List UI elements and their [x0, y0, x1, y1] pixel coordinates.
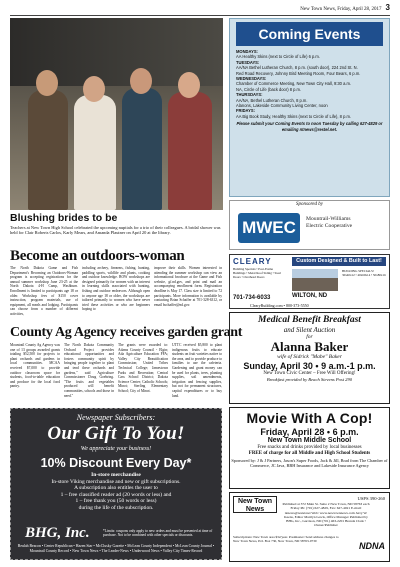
- photo-caption-body: Teachers at New Town High School celebrated the upcoming nuptials for a trio of their colleagues. A bridal shower was held for Clair Roberts Carlos, Karly Mears, and Amanda Plautner on April 20 at the library.: [10, 225, 221, 236]
- masthead-name: News: [245, 505, 265, 513]
- sponsor-label: Sponsored by: [296, 202, 323, 207]
- breakfast-subtitle: and Silent Auction: [283, 326, 336, 334]
- event-line: NA, Circle of Life (back door) 8 p.m.: [236, 86, 302, 92]
- breakfast-for: for: [306, 334, 313, 340]
- coupon-lines: [11, 472, 221, 512]
- masthead-name: New Town: [237, 498, 273, 505]
- movie-line: Free snacks and drinks provided by local businesses: [257, 445, 362, 450]
- person-figure: [168, 92, 212, 210]
- person-figure: [74, 95, 116, 210]
- movie-sponsors: Sponsored by: J & J Partners, Jason's Super Foods, Jack & Jill, Brad from The Chamber of Commerce, JC Java, BBH Insurance and Lakeside Insurance Agency: [231, 458, 388, 469]
- person-figure: [28, 90, 68, 210]
- movie-date: Friday, April 28 • 6 p.m.: [260, 427, 359, 437]
- coupon-subscribers: Newspaper Subscribers:: [76, 413, 156, 422]
- photo-caption-title: Blushing brides to be: [10, 212, 118, 224]
- person-head: [178, 72, 200, 98]
- cleary-specs: Building Specials • Post-Frame Buildings • Metal Roof Siding • Steel Doors • Overhead Doors: [233, 267, 281, 279]
- breakfast-place: New Town Civic Center – Free Will Offering!: [263, 371, 356, 376]
- story-headline: County Ag Agency receives garden grant: [10, 325, 243, 340]
- building-image: [292, 269, 338, 291]
- coupon-line: 1 – free thank you (50 words or less): [75, 498, 157, 505]
- sponsor-name: [306, 216, 352, 230]
- coming-events-title: Coming Events: [236, 22, 383, 46]
- coupon-fine-print: *Limits: coupons only apply to new orders and must be presented at time of purchase. Not to be combined with other specials or discounts.: [103, 529, 213, 538]
- coming-events-list: [230, 46, 389, 135]
- breakfast-ad: [229, 312, 390, 404]
- story-column: UTTC received $5,800 to plant indigenous fruits to educate students on fruit varieties native to the area, and to provide produce to families to use the cafeteria. Gardening and grant money can be used for plants, trees, planting supplies, soil amendments, irrigation and fencing supplies, but not for permanent structures, capital expenditures or to buy land.: [172, 343, 222, 398]
- mwec-logo: MWEC: [238, 213, 300, 243]
- cleary-phone: 701-734-6033: [233, 295, 271, 301]
- cleary-town: WILTON, ND: [292, 293, 328, 299]
- movie-line: FREE of charge for all Middle and High School Students: [248, 451, 371, 456]
- page-number: 3: [385, 3, 390, 12]
- story-body: [10, 343, 222, 406]
- brides-photo: [10, 18, 223, 210]
- event-line: AA Big Book Study, Healthy Skins (next to Circle of Life), 8 p.m.: [236, 113, 352, 119]
- cleary-ad: [229, 254, 390, 309]
- movie-ad: [229, 407, 390, 489]
- breakfast-date: Sunday, April 30 • 9 a.m.-1 p.m.: [243, 361, 376, 371]
- bhg-logo: BHG, Inc.: [25, 525, 90, 541]
- masthead-info: Published at 372 Main St. Suite 2 New Town, ND 58763 each Friday Ph: (701) 627-4829, Fax: 627-4021 E-mail: ntnews@restel.net Web: www.newtownnews.com Jerry W. Keens, Editor Marilyn Lewis, Office Manager Published by BHG, Inc., Garrison, ND (701) 463-2201 Brenda Clark • Owner/Publisher: [282, 502, 370, 528]
- event-day: WEDNESDAYS:: [236, 76, 267, 82]
- breakfast-wife: wife of Sidrick "Mabe" Baker: [277, 354, 342, 360]
- coupon-line: In-store Viking merchandise and new or gift subscriptions.: [51, 478, 181, 485]
- event-line: Chamber of Commerce Meeting, New Town City Hall, 9:30 a.m.: [236, 81, 352, 87]
- breakfast-title: Medical Benefit Breakfast: [258, 315, 361, 325]
- sponsor-name-line: Electric Cooperative: [306, 223, 353, 229]
- breakfast-provider: Breakfast provided by Beach Stevens Post 290: [266, 377, 353, 382]
- event-line: AA Healthy Skins (next to Circle of Life) 6 p.m.: [236, 54, 320, 60]
- coupon-line: In-store merchandise: [91, 472, 141, 478]
- running-header: New Town News, Friday, April 28, 2017: [300, 7, 382, 12]
- coupon-appreciate: We appreciate your business!: [80, 446, 152, 452]
- usps-number: USPS 390-260: [357, 496, 385, 501]
- person-head: [83, 76, 105, 102]
- person-head: [36, 70, 58, 96]
- coupon-publications: Beulah Beacon • Center Republican • Hazen Star • McClusky Gazette • McLean County Independent • McLean County Journal • Mountrail County Record • New Town News • The Leader-News • Underwood News • Valley City Times-Record: [17, 544, 215, 553]
- cleary-logo: CLEARY: [233, 257, 272, 266]
- event-day: FRIDAYS:: [236, 108, 255, 114]
- sponsor-name-line: Mountrail-Williams: [306, 216, 351, 222]
- story-column: The grants were awarded to: Adams County Council - Elgin; Ada Agriculture Education FFA; Valley City Beautification Commission; United Tribes Technical College; Jamestown Parks and Recreation; Central Cass School District; Dakota Science Center; Catholic Schools; Minot; Sterling Elementary School; City of Minot.: [118, 343, 168, 393]
- story-headline: Become an outdoors-woman: [10, 248, 185, 264]
- masthead-logo: [233, 496, 277, 513]
- story-column: Mountrail County Ag Agency was one of 13 groups awarded grants totaling $52,500 for projects to plant orchards and gardens in local communities. MCAA received $7,000 to provide outdoor classroom space for students, food-to-table education and produce for the local food pantry.: [10, 343, 60, 389]
- event-line: AA/NA Bethel Lutheran Church, 8 p.m. (south door), 224 2nd St. N.: [236, 65, 358, 71]
- subscriber-coupon: [10, 408, 222, 560]
- coupon-line: A subscription also entitles the user to: [74, 485, 158, 492]
- event-line: Alanons, Lakeside Community Living Center, noon: [236, 103, 328, 109]
- story-column: The North Dakota Game and Fish Department's Becoming an Outdoors-Woman program is accepting registrations for the annual summer workshop June 23-25 at the North Dakota 4-H Camp, Washburn. Enrollment is limited to participants age 18 or older. Workshop fees of $150 cover instruction, program materials, use of equipment, all meals and lodging. Participants can choose from a number of different activities,: [10, 266, 78, 316]
- coupon-discount: 10% Discount Every Day*: [40, 456, 192, 470]
- breakfast-name: Alanna Baker: [270, 339, 349, 354]
- event-day: MONDAYS:: [236, 49, 258, 54]
- cleary-banner: Custom Designed & Built to Last!: [292, 257, 386, 266]
- event-day: TUESDAYS:: [236, 59, 260, 65]
- masthead-box: [229, 492, 390, 562]
- event-line: Red Road Recovery, Johnny Bird Meeting Room, Four Bears, 6 p.m.: [236, 70, 361, 76]
- coupon-line: 1 – free classified reader ad (20 words or less) and: [60, 491, 172, 498]
- movie-place: New Town Middle School: [267, 437, 352, 444]
- story-column: including archery, firearms, fishing, hunting, paddling sports, wildlife and plants, cooking and outdoor knowledge. BOW workshops are designed primarily for women with an interest in learning skills associated with hunting, fishing and outdoor endeavors. Although open to anyone age 18 or older, the workshops are tailored primarily to women who have never tried these activities or who are beginners hoping to: [82, 266, 150, 312]
- coming-events-box: [229, 18, 390, 197]
- movie-title: Movie With A Cop!: [246, 410, 373, 426]
- person-figure: [122, 88, 162, 210]
- story-body: [10, 266, 222, 322]
- sponsor-box: [229, 200, 390, 250]
- story-column: improve their skills. Women interested in attending the summer workshop can view an informational brochure at the Game and Fish website, gf.nd.gov, and print and mail an accompanying enrollment form. Registration deadline is May 17. Class size is limited to 72 participants. More information is available by contacting Brian Schaffer at 701-328-6312, or email bschaffer@nd.gov.: [154, 266, 222, 307]
- events-submit-note: Please submit your Coming Events to noon Tuesday by calling 627-4829 or emailing ntnews@restel.net.: [236, 121, 383, 132]
- cleary-building-specials: BUILDING SPECIALS! 30x40x12 • 40x60x14 • 50x80x16: [342, 269, 386, 277]
- coupon-headline: Our Gift To You!: [47, 423, 185, 444]
- story-column: The North Dakota Community Orchard Project provides educational opportunities and fosters community spirit by bringing people together to plant and tend these orchards and gardens," said Agriculture Commissioner Doug Goehring. "The fruits and vegetables produced will benefit communities, schools and those in need.": [64, 343, 114, 398]
- person-head: [130, 68, 152, 94]
- ndna-logo: NDNA: [359, 541, 385, 551]
- event-day: THURSDAYS:: [236, 92, 263, 98]
- page-header: [10, 4, 390, 16]
- coupon-line: during the life of the subscription.: [78, 504, 154, 511]
- event-line: AA/NA, Bethel Lutheran Church, 8 p.m.: [236, 97, 308, 103]
- cleary-url: ClearyBuilding.com • 800-373-5550: [250, 303, 309, 308]
- masthead-subscriptions: Subscriptions: New Town area $32/year. Postmaster: Send address changes to New Town News, P.O. Box 730, New Town, ND 58763-0730: [233, 535, 339, 544]
